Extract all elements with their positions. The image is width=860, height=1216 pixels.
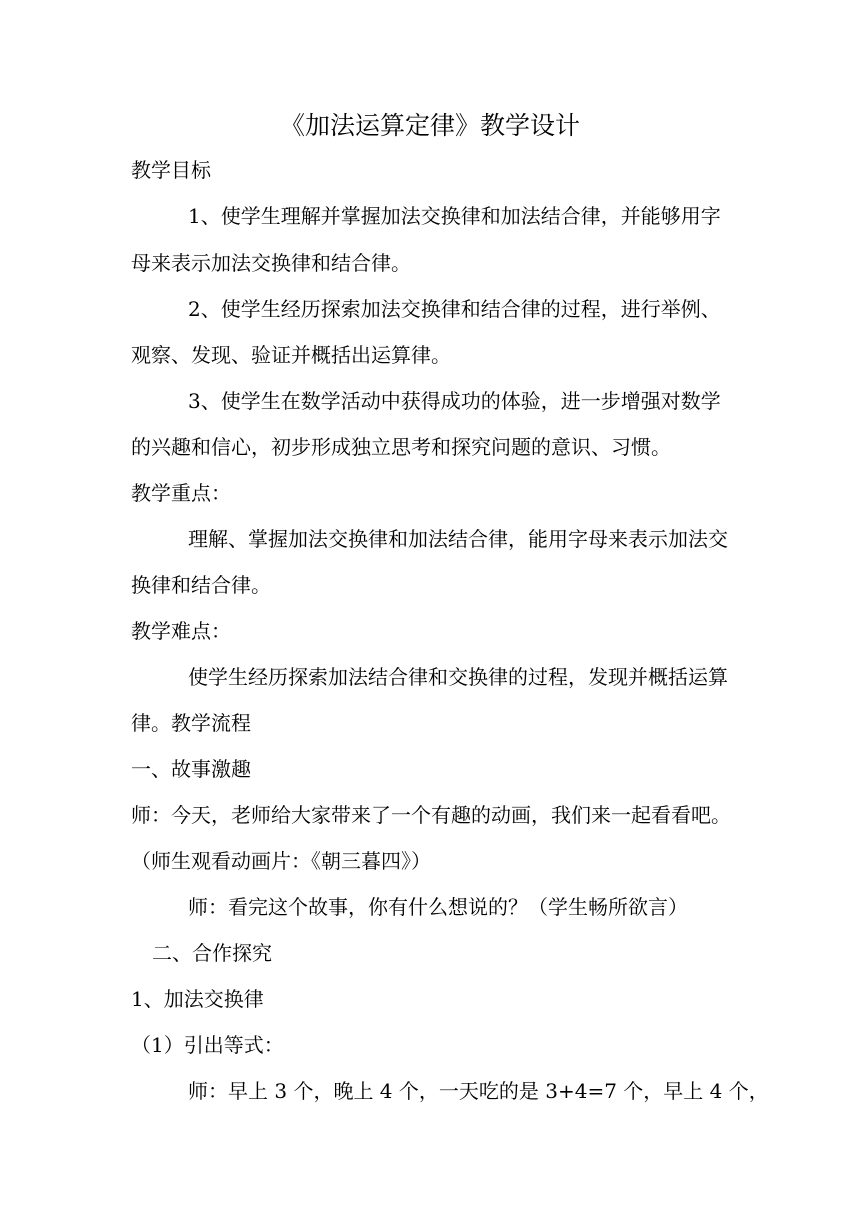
goal-1-line-1: 1、使学生理解并掌握加法交换律和加法结合律，并能够用字 [188, 204, 721, 228]
teacher-line-1: 师：今天，老师给大家带来了一个有趣的动画，我们来一起看看吧。 [131, 803, 731, 827]
key-points-line-1: 理解、掌握加法交换律和加法结合律，能用字母来表示加法交 [188, 527, 728, 551]
heading-teaching-goals: 教学目标 [131, 158, 211, 182]
goal-3-line-2: 的兴趣和信心，初步形成独立思考和探究问题的意识、习惯。 [131, 435, 671, 459]
heading-key-points: 教学重点： [131, 481, 231, 505]
difficult-points-line-1: 使学生经历探索加法结合律和交换律的过程，发现并概括运算 [188, 665, 728, 689]
document-title: 《加法运算定律》教学设计 [279, 111, 580, 140]
section-1-heading: 一、故事激趣 [131, 757, 251, 781]
goal-3-line-1: 3、使学生在数学活动中获得成功的体验，进一步增强对数学 [188, 389, 721, 413]
key-points-line-2: 换律和结合律。 [131, 573, 271, 597]
watch-animation-note: （师生观看动画片：《朝三暮四》） [131, 849, 431, 873]
goal-2-line-2: 观察、发现、验证并概括出运算律。 [131, 343, 451, 367]
difficult-points-line-2: 律。教学流程 [131, 711, 251, 735]
goal-2-line-1: 2、使学生经历探索加法交换律和结合律的过程，进行举例、 [188, 297, 721, 321]
step-1-heading: （1）引出等式： [131, 1033, 284, 1057]
goal-1-line-2: 母来表示加法交换律和结合律。 [131, 251, 411, 275]
teacher-line-3: 师：早上 3 个，晚上 4 个，一天吃的是 3+4=7 个，早上 4 个， [188, 1079, 769, 1103]
subsection-commutative-law: 1、加法交换律 [131, 987, 264, 1011]
heading-difficult-points: 教学难点： [131, 619, 231, 643]
section-2-heading: 二、合作探究 [152, 941, 272, 965]
teacher-line-2: 师：看完这个故事，你有什么想说的？（学生畅所欲言） [188, 895, 688, 919]
